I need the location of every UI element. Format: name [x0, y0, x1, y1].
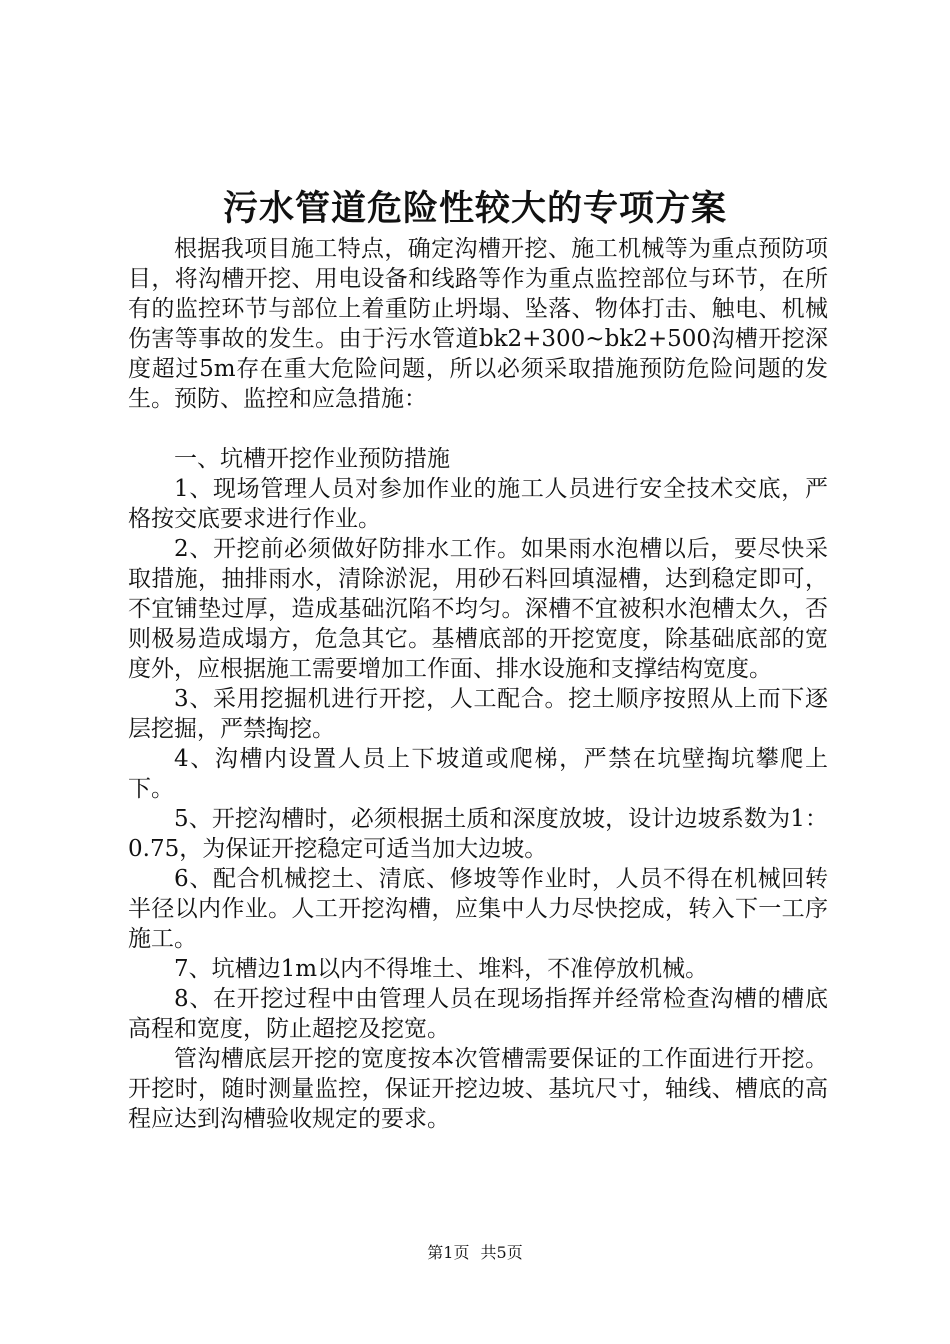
intro-paragraph: 根据我项目施工特点，确定沟槽开挖、施工机械等为重点预防项目，将沟槽开挖、用电设备和线路等作为重点监控部位与环节，在所有的监控环节与部位上着重防止坍塌、坠落、物体打击、触电、机械伤害等事故的发生。由于污水管道bk2+300~bk2+500沟槽开挖深度超过5m存在重大危险问题，所以必须采取措施预防危险问题的发生。预防、监控和应急措施：: [128, 236, 828, 412]
list-item: 5、开挖沟槽时，必须根据土质和深度放坡，设计边坡系数为1：0.75，为保证开挖稳定可适当加大边坡。: [128, 806, 828, 862]
document-title: 污水管道危险性较大的专项方案: [222, 188, 727, 229]
list-item: 8、在开挖过程中由管理人员在现场指挥并经常检查沟槽的槽底高程和宽度，防止超挖及挖宽。: [128, 986, 828, 1042]
page-total: 共5页: [480, 1243, 523, 1262]
document-body: [128, 234, 828, 1134]
page-footer: [0, 1242, 950, 1264]
list-item: 6、配合机械挖土、清底、修坡等作业时，人员不得在机械回转半径以内作业。人工开挖沟槽，应集中人力尽快挖成，转入下一工序施工。: [128, 866, 828, 952]
list-item: 1、现场管理人员对参加作业的施工人员进行安全技术交底，严格按交底要求进行作业。: [128, 476, 828, 532]
list-item: 4、沟槽内设置人员上下坡道或爬梯，严禁在坑壁掏坑攀爬上下。: [128, 746, 828, 802]
page-number: 第1页: [427, 1243, 470, 1262]
closing-paragraph: 管沟槽底层开挖的宽度按本次管槽需要保证的工作面进行开挖。开挖时，随时测量监控，保证开挖边坡、基坑尺寸，轴线、槽底的高程应达到沟槽验收规定的要求。: [128, 1046, 828, 1132]
list-item: 2、开挖前必须做好防排水工作。如果雨水泡槽以后，要尽快采取措施，抽排雨水，清除淤泥，用砂石料回填湿槽，达到稳定即可，不宜铺垫过厚，造成基础沉陷不均匀。深槽不宜被积水泡槽太久，否则极易造成塌方，危急其它。基槽底部的开挖宽度，除基础底部的宽度外，应根据施工需要增加工作面、排水设施和支撑结构宽度。: [128, 536, 828, 682]
section-heading: 一、坑槽开挖作业预防措施: [174, 446, 450, 472]
list-item: 7、坑槽边1m以内不得堆土、堆料，不准停放机械。: [174, 956, 709, 982]
list-item: 3、采用挖掘机进行开挖，人工配合。挖土顺序按照从上而下逐层挖掘，严禁掏挖。: [128, 686, 828, 742]
